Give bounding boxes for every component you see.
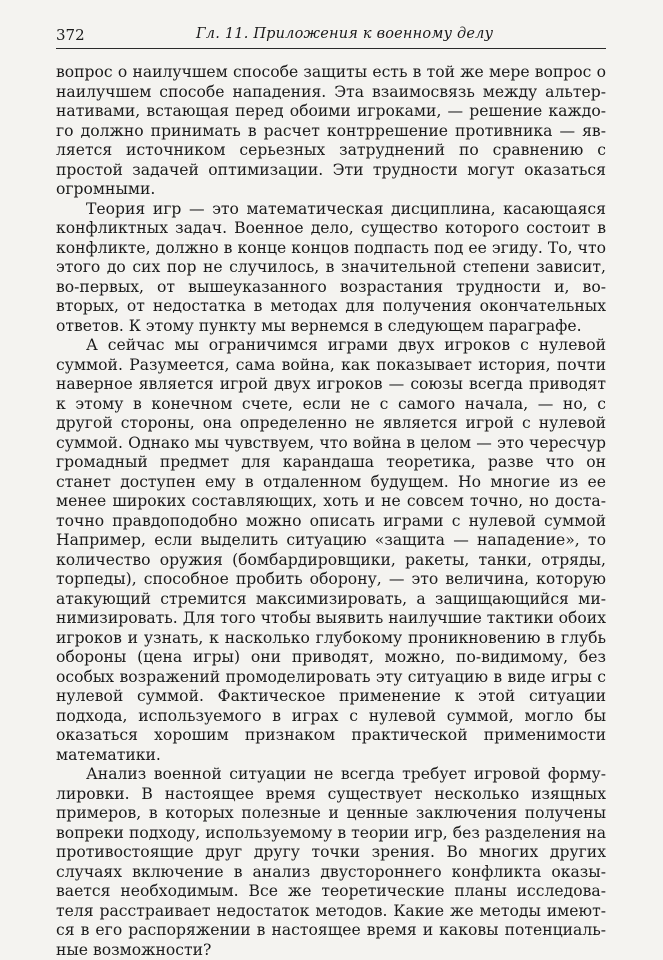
body-text — [56, 63, 606, 960]
book-page — [56, 24, 606, 960]
paragraph-continued: вопрос о наилучшем способе защиты есть в той же мере вопрос о наилучшем способе нападения. Эта взаимосвязь между альтернативами, встающая перед обоими игроками, — решение каждого должно принимать в расчет контррешение противника — является источником серьезных затруднений по сравнению с простой задачей оптимизации. Эти трудности могут оказаться огромными. — [56, 63, 606, 198]
paragraph-game-theory: Теория игр — это математическая дисциплина, касающаяся конфликтных задач. Военное дело, существо которого состоит в конфликте, должно в конце концов подпасть под ее эгиду. То, что этого до сих пор не случилось, в значительной степени зависит, во-первых, от вышеуказанного возрастания трудности и, во-вторых, от недостатка в методах для получения окончательных ответов. К этому пункту мы вернемся в следующем параграфе. — [56, 199, 606, 335]
running-head-title: Гл. 11. Приложения к военному делу — [196, 26, 494, 42]
running-head — [56, 24, 606, 49]
paragraph-zero-sum: А сейчас мы ограничимся играми двух игроков с нулевой суммой. Разумеется, сама война, как показывает история, почти наверное является игрой двух игроков — союзы всегда приводят к этому в конечном счете, если не с самого начала, — но, с другой стороны, она определенно не является игрой с нулевой суммой. Однако мы чувствуем, что война в целом — это чересчур громадный предмет для карандаша теоретика, разве что он станет доступен ему в отдаленном будущем. Но многие из ее менее широких составляющих, хоть и не совсем точно, но достаточно правдоподобно можно описать играми с нулевой суммой Например, если выделить ситуацию «защита — нападение», то количество оружия (бомбардировщики, ракеты, танки, отряды, торпеды), способное пробить оборону, — это величина, которую атакующий стремится максимизировать, а защищающийся минимизировать. Для того чтобы выявить наилучшие тактики обоих игроков и узнать, к насколько глубокому проникновению в глубь обороны (цена игры) они приводят, можно, по-видимому, без особых возражений промоделировать эту ситуацию в виде игры с нулевой суммой. Фактическое применение к этой ситуации подхода, используемого в играх с нулевой суммой, могло бы оказаться хорошим признаком практической применимости математики. — [56, 336, 606, 764]
paragraph-military-analysis: Анализ военной ситуации не всегда требует игровой формулировки. В настоящее время существует несколько изящных примеров, в которых полезные и ценные заключения получены вопреки подходу, используемому в теории игр, без разделения на противостоящие друг другу точки зрения. Во многих других случаях включение в анализ двустороннего конфликта оказывается необходимым. Все же теоретические планы исследователя расстраивает недостаток методов. Какие же методы имеются в его распоряжении в настоящее время и каковы потенциальные возможности? — [56, 765, 606, 959]
page-number: 372 — [56, 26, 85, 44]
